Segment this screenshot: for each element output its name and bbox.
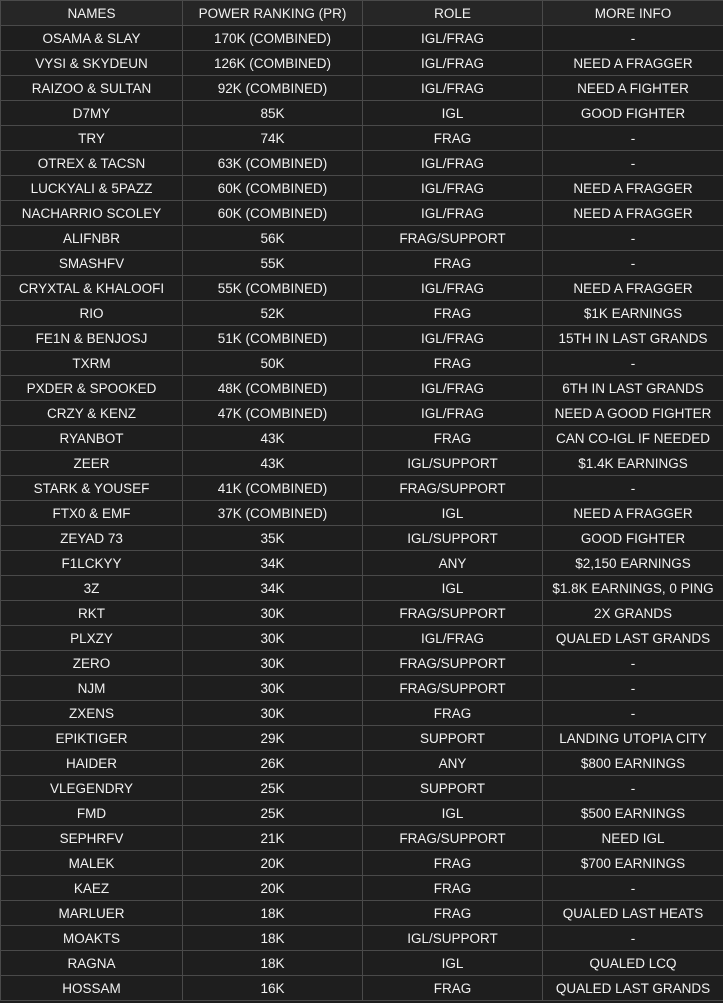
power-ranking-cell: 170K (COMBINED) (183, 26, 363, 51)
player-name-cell: ZXENS (1, 701, 183, 726)
table-row (1, 51, 723, 76)
more-info-cell: - (543, 476, 723, 501)
player-name-cell: CRYXTAL & KHALOOFI (1, 276, 183, 301)
table-row (1, 351, 723, 376)
power-ranking-cell: 55K (183, 251, 363, 276)
power-ranking-cell: 20K (183, 876, 363, 901)
more-info-cell: $800 EARNINGS (543, 751, 723, 776)
role-cell: IGL/FRAG (363, 276, 543, 301)
role-cell: FRAG (363, 701, 543, 726)
player-name-cell: STARK & YOUSEF (1, 476, 183, 501)
player-name-cell: ZERO (1, 651, 183, 676)
role-cell: FRAG (363, 251, 543, 276)
role-cell: ANY (363, 551, 543, 576)
role-cell: IGL/FRAG (363, 51, 543, 76)
role-cell: IGL (363, 951, 543, 976)
power-ranking-cell: 55K (COMBINED) (183, 276, 363, 301)
more-info-cell: QUALED LAST GRANDS (543, 626, 723, 651)
power-ranking-cell: 41K (COMBINED) (183, 476, 363, 501)
more-info-cell: 6TH IN LAST GRANDS (543, 376, 723, 401)
table-row (1, 626, 723, 651)
power-ranking-cell: 21K (183, 826, 363, 851)
power-ranking-cell: 47K (COMBINED) (183, 401, 363, 426)
power-ranking-cell: 35K (183, 526, 363, 551)
power-ranking-cell: 18K (183, 901, 363, 926)
player-name-cell: RKT (1, 601, 183, 626)
table-row (1, 701, 723, 726)
role-cell: IGL (363, 576, 543, 601)
table-row (1, 426, 723, 451)
more-info-cell: NEED A FRAGGER (543, 276, 723, 301)
more-info-cell: NEED A FRAGGER (543, 501, 723, 526)
power-ranking-cell: 25K (183, 776, 363, 801)
power-ranking-cell: 126K (COMBINED) (183, 51, 363, 76)
player-name-cell: RIO (1, 301, 183, 326)
table-row (1, 151, 723, 176)
more-info-cell: NEED A FRAGGER (543, 51, 723, 76)
role-cell: FRAG/SUPPORT (363, 676, 543, 701)
power-ranking-cell: 30K (183, 701, 363, 726)
power-ranking-cell: 30K (183, 601, 363, 626)
player-name-cell: F1LCKYY (1, 551, 183, 576)
power-ranking-cell: 51K (COMBINED) (183, 326, 363, 351)
player-name-cell: PXDER & SPOOKED (1, 376, 183, 401)
player-name-cell: SMASHFV (1, 251, 183, 276)
power-ranking-cell: 16K (183, 976, 363, 1001)
table-row (1, 226, 723, 251)
role-cell: IGL/FRAG (363, 26, 543, 51)
more-info-cell: - (543, 351, 723, 376)
more-info-cell: NEED A FRAGGER (543, 176, 723, 201)
power-ranking-cell: 30K (183, 676, 363, 701)
role-cell: IGL/FRAG (363, 176, 543, 201)
table-row (1, 951, 723, 976)
power-ranking-cell: 60K (COMBINED) (183, 201, 363, 226)
power-ranking-cell: 34K (183, 576, 363, 601)
player-name-cell: ZEYAD 73 (1, 526, 183, 551)
more-info-cell: - (543, 651, 723, 676)
player-name-cell: VLEGENDRY (1, 776, 183, 801)
player-name-cell: HAIDER (1, 751, 183, 776)
player-name-cell: MOAKTS (1, 926, 183, 951)
role-cell: IGL/FRAG (363, 626, 543, 651)
table-row (1, 476, 723, 501)
power-ranking-cell: 25K (183, 801, 363, 826)
table-row (1, 976, 723, 1001)
role-cell: FRAG (363, 976, 543, 1001)
power-ranking-cell: 52K (183, 301, 363, 326)
role-cell: IGL/FRAG (363, 201, 543, 226)
role-cell: FRAG (363, 126, 543, 151)
more-info-cell: - (543, 926, 723, 951)
role-cell: ANY (363, 751, 543, 776)
power-ranking-cell: 85K (183, 101, 363, 126)
column-header-role: ROLE (363, 1, 543, 26)
table-row (1, 726, 723, 751)
power-ranking-cell: 30K (183, 651, 363, 676)
table-row (1, 551, 723, 576)
player-name-cell: NJM (1, 676, 183, 701)
more-info-cell: $700 EARNINGS (543, 851, 723, 876)
more-info-cell: - (543, 776, 723, 801)
player-name-cell: D7MY (1, 101, 183, 126)
role-cell: IGL/FRAG (363, 376, 543, 401)
player-name-cell: TRY (1, 126, 183, 151)
player-name-cell: 3Z (1, 576, 183, 601)
more-info-cell: QUALED LAST GRANDS (543, 976, 723, 1001)
role-cell: FRAG/SUPPORT (363, 601, 543, 626)
column-header-power-ranking: POWER RANKING (PR) (183, 1, 363, 26)
more-info-cell: $1K EARNINGS (543, 301, 723, 326)
power-ranking-cell: 63K (COMBINED) (183, 151, 363, 176)
more-info-cell: 2X GRANDS (543, 601, 723, 626)
more-info-cell: - (543, 701, 723, 726)
power-ranking-cell: 18K (183, 926, 363, 951)
role-cell: IGL/FRAG (363, 326, 543, 351)
more-info-cell: $500 EARNINGS (543, 801, 723, 826)
table-row (1, 26, 723, 51)
player-name-cell: NACHARRIO SCOLEY (1, 201, 183, 226)
power-ranking-cell: 20K (183, 851, 363, 876)
table-row (1, 376, 723, 401)
table-row (1, 326, 723, 351)
role-cell: FRAG (363, 901, 543, 926)
power-ranking-cell: 26K (183, 751, 363, 776)
more-info-cell: CAN CO-IGL IF NEEDED (543, 426, 723, 451)
player-name-cell: TXRM (1, 351, 183, 376)
role-cell: IGL/FRAG (363, 401, 543, 426)
player-name-cell: SEPHRFV (1, 826, 183, 851)
more-info-cell: - (543, 676, 723, 701)
more-info-cell: LANDING UTOPIA CITY (543, 726, 723, 751)
power-ranking-cell: 18K (183, 951, 363, 976)
role-cell: IGL/SUPPORT (363, 451, 543, 476)
power-ranking-cell: 50K (183, 351, 363, 376)
player-name-cell: ZEER (1, 451, 183, 476)
table-row (1, 101, 723, 126)
table-row (1, 801, 723, 826)
player-name-cell: EPIKTIGER (1, 726, 183, 751)
player-name-cell: ALIFNBR (1, 226, 183, 251)
role-cell: IGL (363, 801, 543, 826)
more-info-cell: NEED A FRAGGER (543, 201, 723, 226)
role-cell: FRAG/SUPPORT (363, 651, 543, 676)
player-name-cell: RAGNA (1, 951, 183, 976)
table-row (1, 301, 723, 326)
power-ranking-cell: 43K (183, 451, 363, 476)
player-name-cell: CRZY & KENZ (1, 401, 183, 426)
table-row (1, 926, 723, 951)
power-ranking-cell: 48K (COMBINED) (183, 376, 363, 401)
power-ranking-cell: 74K (183, 126, 363, 151)
header-row (1, 1, 723, 26)
role-cell: SUPPORT (363, 726, 543, 751)
column-header-more-info: MORE INFO (543, 1, 723, 26)
table-row (1, 651, 723, 676)
more-info-cell: NEED IGL (543, 826, 723, 851)
role-cell: IGL/FRAG (363, 151, 543, 176)
more-info-cell: - (543, 126, 723, 151)
table-row (1, 676, 723, 701)
table-row (1, 826, 723, 851)
role-cell: FRAG/SUPPORT (363, 826, 543, 851)
table-row (1, 901, 723, 926)
table-row (1, 126, 723, 151)
power-ranking-cell: 56K (183, 226, 363, 251)
table-body (1, 26, 723, 1001)
player-name-cell: FE1N & BENJOSJ (1, 326, 183, 351)
more-info-cell: GOOD FIGHTER (543, 526, 723, 551)
power-ranking-cell: 30K (183, 626, 363, 651)
role-cell: SUPPORT (363, 776, 543, 801)
table-row (1, 501, 723, 526)
table-row (1, 526, 723, 551)
player-name-cell: FMD (1, 801, 183, 826)
power-ranking-cell: 34K (183, 551, 363, 576)
table-row (1, 276, 723, 301)
player-name-cell: OTREX & TACSN (1, 151, 183, 176)
role-cell: IGL/FRAG (363, 76, 543, 101)
player-name-cell: VYSI & SKYDEUN (1, 51, 183, 76)
table-row (1, 876, 723, 901)
role-cell: FRAG/SUPPORT (363, 476, 543, 501)
table-row (1, 751, 723, 776)
role-cell: FRAG (363, 876, 543, 901)
player-name-cell: PLXZY (1, 626, 183, 651)
table-row (1, 176, 723, 201)
table-row (1, 401, 723, 426)
more-info-cell: 15TH IN LAST GRANDS (543, 326, 723, 351)
role-cell: IGL (363, 101, 543, 126)
role-cell: FRAG (363, 351, 543, 376)
power-ranking-cell: 92K (COMBINED) (183, 76, 363, 101)
power-ranking-cell: 60K (COMBINED) (183, 176, 363, 201)
more-info-cell: QUALED LAST HEATS (543, 901, 723, 926)
table-row (1, 451, 723, 476)
more-info-cell: NEED A GOOD FIGHTER (543, 401, 723, 426)
player-name-cell: HOSSAM (1, 976, 183, 1001)
power-ranking-cell: 29K (183, 726, 363, 751)
player-name-cell: OSAMA & SLAY (1, 26, 183, 51)
player-name-cell: LUCKYALI & 5PAZZ (1, 176, 183, 201)
player-name-cell: MALEK (1, 851, 183, 876)
more-info-cell: - (543, 226, 723, 251)
more-info-cell: $1.8K EARNINGS, 0 PING (543, 576, 723, 601)
player-name-cell: FTX0 & EMF (1, 501, 183, 526)
more-info-cell: - (543, 251, 723, 276)
more-info-cell: $1.4K EARNINGS (543, 451, 723, 476)
more-info-cell: $2,150 EARNINGS (543, 551, 723, 576)
more-info-cell: - (543, 26, 723, 51)
table-row (1, 576, 723, 601)
table-row (1, 601, 723, 626)
role-cell: FRAG (363, 851, 543, 876)
table-row (1, 76, 723, 101)
player-name-cell: KAEZ (1, 876, 183, 901)
table-row (1, 776, 723, 801)
role-cell: FRAG (363, 426, 543, 451)
table-row (1, 851, 723, 876)
player-name-cell: MARLUER (1, 901, 183, 926)
role-cell: IGL/SUPPORT (363, 926, 543, 951)
table-row (1, 251, 723, 276)
role-cell: IGL (363, 501, 543, 526)
power-ranking-cell: 43K (183, 426, 363, 451)
table-row (1, 201, 723, 226)
more-info-cell: QUALED LCQ (543, 951, 723, 976)
column-header-names: NAMES (1, 1, 183, 26)
role-cell: FRAG/SUPPORT (363, 226, 543, 251)
more-info-cell: GOOD FIGHTER (543, 101, 723, 126)
role-cell: IGL/SUPPORT (363, 526, 543, 551)
player-name-cell: RAIZOO & SULTAN (1, 76, 183, 101)
player-name-cell: RYANBOT (1, 426, 183, 451)
role-cell: FRAG (363, 301, 543, 326)
more-info-cell: - (543, 876, 723, 901)
more-info-cell: NEED A FIGHTER (543, 76, 723, 101)
more-info-cell: - (543, 151, 723, 176)
power-ranking-cell: 37K (COMBINED) (183, 501, 363, 526)
